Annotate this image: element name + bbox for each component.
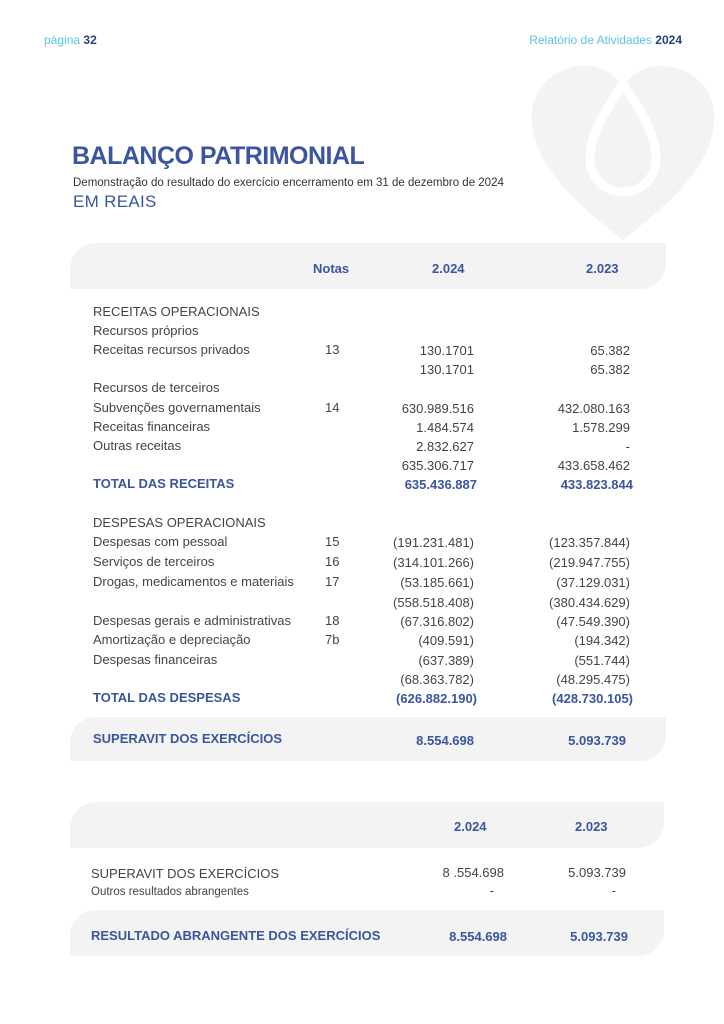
row-value-2023: 433.823.844 xyxy=(560,477,633,492)
row-label: Amortização e depreciação xyxy=(93,632,251,647)
row-value-2024: (191.231.481) xyxy=(393,535,474,550)
page-title: BALANÇO PATRIMONIAL xyxy=(72,142,365,170)
row-note: 14 xyxy=(325,400,340,415)
result-2024: 8.554.698 xyxy=(449,929,507,944)
col-2023: 2.023 xyxy=(586,261,619,276)
row-value-2023: 1.578.299 xyxy=(572,420,630,435)
row-note: 16 xyxy=(325,554,340,569)
t2-surplus-2023: 5.093.739 xyxy=(568,865,626,880)
row-value-2024: 635.306.717 xyxy=(401,458,474,473)
row-value-2024: 635.436.887 xyxy=(404,477,477,492)
row-value-2024: (68.363.782) xyxy=(400,672,474,687)
row-label: RECEITAS OPERACIONAIS xyxy=(93,304,260,319)
report-title xyxy=(529,33,682,47)
surplus-label: SUPERAVIT DOS EXERCÍCIOS xyxy=(93,731,283,746)
row-value-2024: (67.316.802) xyxy=(400,614,474,629)
row-note: 17 xyxy=(325,574,340,589)
row-label: Subvenções governamentais xyxy=(93,400,261,415)
t2-other-2023: - xyxy=(611,883,616,898)
page-label: página xyxy=(44,33,81,47)
report-label: Relatório de Atividades xyxy=(529,33,652,47)
row-label: Despesas gerais e administrativas xyxy=(93,613,291,628)
row-note: 18 xyxy=(325,613,340,628)
row-value-2024: 1.484.574 xyxy=(416,420,474,435)
page-number-value: 32 xyxy=(83,33,97,47)
result-label: RESULTADO ABRANGENTE DOS EXERCÍCIOS xyxy=(91,928,381,943)
row-label: Outras receitas xyxy=(93,438,182,453)
col-2024: 2.024 xyxy=(432,261,465,276)
row-label: Drogas, medicamentos e materiais xyxy=(93,574,294,589)
row-note: 13 xyxy=(325,342,340,357)
row-value-2023: (194.342) xyxy=(574,633,630,648)
row-value-2024: 130.1701 xyxy=(419,362,474,377)
row-label: Despesas com pessoal xyxy=(93,534,228,549)
page-number xyxy=(44,33,97,47)
t2-col-2023: 2.023 xyxy=(575,819,608,834)
row-value-2023: (123.357.844) xyxy=(549,535,630,550)
row-value-2024: (626.882.190) xyxy=(396,691,477,706)
currency-unit: EM REAIS xyxy=(73,192,157,211)
surplus-2023: 5.093.739 xyxy=(568,733,626,748)
row-value-2023: (48.295.475) xyxy=(556,672,630,687)
heart-drop-icon xyxy=(528,62,718,242)
t2-col-2024: 2.024 xyxy=(454,819,487,834)
row-label: Receitas recursos privados xyxy=(93,342,250,357)
table1-header xyxy=(70,243,666,289)
t2-surplus-label: SUPERAVIT DOS EXERCÍCIOS xyxy=(91,866,280,881)
row-label: TOTAL DAS RECEITAS xyxy=(93,476,235,491)
row-value-2024: (53.185.661) xyxy=(400,575,474,590)
row-label: Receitas financeiras xyxy=(93,419,211,434)
row-label: Recursos de terceiros xyxy=(93,380,220,395)
col-notes: Notas xyxy=(313,261,350,276)
row-value-2023: (47.549.390) xyxy=(556,614,630,629)
row-value-2024: (314.101.266) xyxy=(393,555,474,570)
row-label: Despesas financeiras xyxy=(93,652,218,667)
row-value-2024: 130.1701 xyxy=(419,343,474,358)
surplus-2024: 8.554.698 xyxy=(416,733,474,748)
row-value-2024: (637.389) xyxy=(418,653,474,668)
row-value-2023: (219.947.755) xyxy=(549,555,630,570)
row-label: TOTAL DAS DESPESAS xyxy=(93,690,241,705)
row-value-2023: (428.730.105) xyxy=(552,691,633,706)
row-value-2023: 65.382 xyxy=(590,343,630,358)
page-subtitle: Demonstração do resultado do exercício encerramento em 31 de dezembro de 2024 xyxy=(73,177,504,189)
t2-other-2024: - xyxy=(489,883,494,898)
row-value-2023: 433.658.462 xyxy=(557,458,630,473)
row-value-2023: (37.129.031) xyxy=(556,575,630,590)
row-value-2024: 2.832.627 xyxy=(416,439,474,454)
row-value-2023: (551.744) xyxy=(574,653,630,668)
row-value-2024: 630.989.516 xyxy=(401,401,474,416)
row-value-2024: (558.518.408) xyxy=(393,595,474,610)
row-label: Serviços de terceiros xyxy=(93,554,215,569)
row-label: DESPESAS OPERACIONAIS xyxy=(93,515,266,530)
row-value-2024: (409.591) xyxy=(418,633,474,648)
row-value-2023: (380.434.629) xyxy=(549,595,630,610)
row-note: 7b xyxy=(325,632,340,647)
row-value-2023: - xyxy=(625,439,630,454)
result-2023: 5.093.739 xyxy=(570,929,628,944)
t2-surplus-2024: 8 .554.698 xyxy=(442,865,504,880)
row-value-2023: 432.080.163 xyxy=(557,401,630,416)
report-year: 2024 xyxy=(655,33,682,47)
row-label: Recursos próprios xyxy=(93,323,199,338)
row-note: 15 xyxy=(325,534,340,549)
row-value-2023: 65.382 xyxy=(590,362,630,377)
t2-other-label: Outros resultados abrangentes xyxy=(91,886,249,898)
